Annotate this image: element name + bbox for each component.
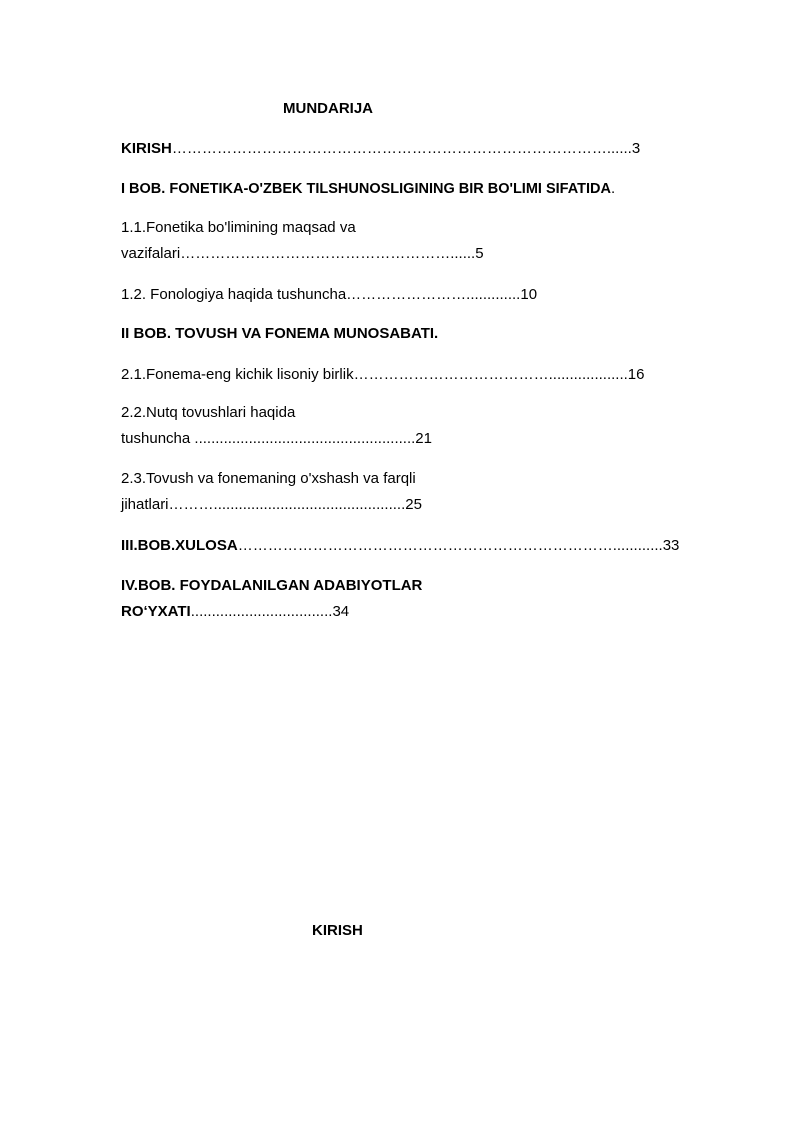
toc-leader-dots: ………………………………………………......: [180, 245, 476, 262]
toc-leader-dots: …………………………………...................: [353, 366, 628, 383]
toc-leader-dots: ……………………………………………………………………………......: [171, 140, 632, 157]
page-title: MUNDARIJA: [283, 100, 373, 117]
toc-label: 2.1.Fonema-eng kichik lisoniy birlik: [121, 366, 354, 383]
toc-label: III.BOB.XULOSA: [121, 537, 238, 554]
section-title: KIRISH: [312, 922, 363, 939]
toc-page-number: 25: [405, 496, 422, 513]
toc-label: KIRISH: [121, 140, 172, 157]
toc-page-number: 33: [662, 537, 680, 554]
toc-page-number: 3: [631, 140, 641, 157]
toc-entry-chapter-1[interactable]: [121, 176, 741, 202]
toc-label: II BOB. TOVUSH VA FONEMA MUNOSABATI.: [121, 325, 439, 342]
toc-label-line-1: 1.1.Fonetika bo'limining maqsad va: [121, 219, 356, 236]
toc-label-line-1: IV.BOB. FOYDALANILGAN ADABIYOTLAR: [121, 577, 423, 594]
toc-label-line-1: 2.3.Tovush va fonemaning o'xshash va farqli: [121, 470, 416, 487]
toc-page-number: 16: [627, 366, 645, 383]
toc-page-number: 34: [332, 603, 350, 620]
toc-trailing-period: .: [610, 180, 616, 197]
toc-page-number: 5: [475, 245, 484, 262]
toc-leader-dots: ..................................: [190, 603, 333, 620]
toc-entry-chapter-3[interactable]: [121, 533, 741, 559]
toc-entry-2-3[interactable]: [121, 466, 741, 518]
toc-entry-1-1[interactable]: [121, 215, 741, 267]
toc-leader-dots: …………………………………………………………………............: [237, 537, 663, 554]
toc-leader-dots: ………..............................................: [168, 496, 406, 513]
toc-entry-kirish[interactable]: [121, 136, 741, 162]
toc-page-number: 10: [520, 286, 538, 303]
toc-page-number: 21: [415, 430, 432, 447]
toc-label: vazifalari: [121, 245, 181, 262]
toc-label: 1.2. Fonologiya haqida tushuncha: [121, 286, 347, 303]
toc-leader-dots: …………………….............: [346, 286, 521, 303]
toc-label-line-1: 2.2.Nutq tovushlari haqida: [121, 404, 296, 421]
toc-label: tushuncha: [121, 430, 191, 447]
toc-entry-1-2[interactable]: [121, 282, 741, 308]
toc-label: RO‘YXATI: [121, 603, 191, 620]
toc-label: jihatlari: [121, 496, 169, 513]
toc-label: I BOB. FONETIKA-O'ZBEK TILSHUNOSLIGINING BIR BO'LIMI SIFATIDA: [121, 181, 611, 197]
toc-entry-2-2[interactable]: [121, 400, 741, 452]
toc-entry-chapter-4[interactable]: [121, 573, 741, 625]
toc-entry-2-1[interactable]: [121, 362, 741, 388]
toc-entry-chapter-2[interactable]: [121, 321, 741, 347]
toc-leader-dots: .....................................................: [190, 430, 416, 447]
